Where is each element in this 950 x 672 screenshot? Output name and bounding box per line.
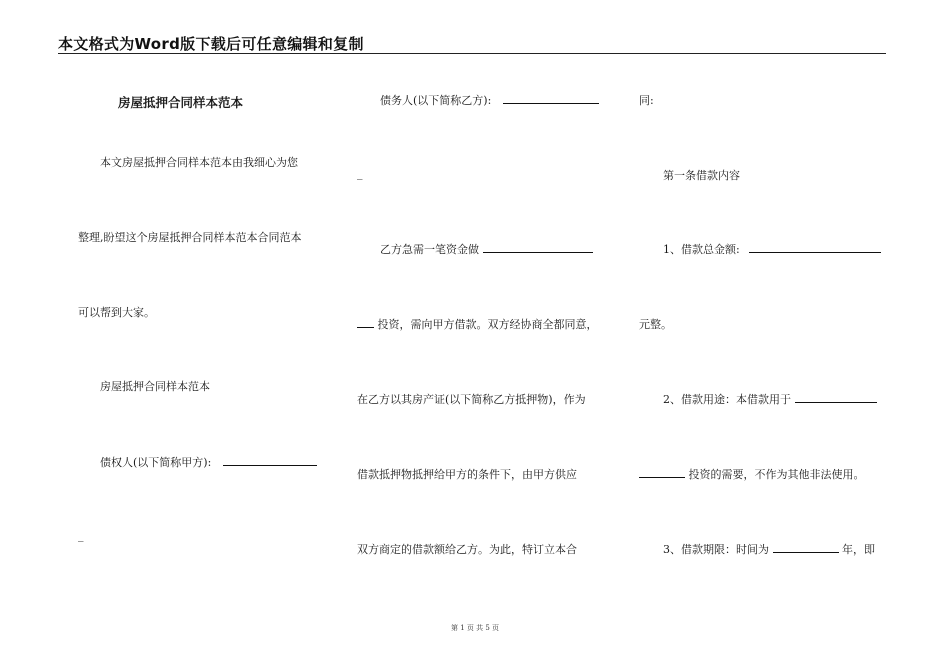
loan-amount-label: 1、借款总金额:	[663, 243, 740, 256]
purpose-blank	[639, 466, 685, 478]
loan-term-year: 年，即	[842, 543, 875, 556]
section-subtitle: 房屋抵押合同样本范本	[100, 380, 210, 393]
debtor-label: 债务人(以下简称乙方):	[380, 94, 492, 107]
intro-line-3: 可以帮到大家。	[78, 306, 155, 319]
stray-mark: _	[78, 529, 84, 542]
loan-purpose-blank	[795, 391, 877, 403]
loan-term-blank	[773, 541, 839, 553]
page-footer: 第 1 页 共 5 页	[450, 624, 500, 632]
loan-term-line	[663, 541, 875, 557]
body-line-c: 在乙方以其房产证(以下简称乙方抵押物)，作为	[357, 393, 586, 406]
body-text-a: 乙方急需一笔资金做	[380, 243, 479, 256]
loan-amount-line	[663, 241, 881, 257]
invest-blank	[357, 316, 374, 328]
creditor-line	[100, 454, 317, 470]
loan-amount-blank	[749, 241, 881, 253]
loan-purpose-text: 投资的需要，不作为其他非法使用。	[688, 468, 865, 481]
document-header: 本文格式为Word版下载后可任意编辑和复制	[58, 35, 364, 53]
body-line-b	[357, 316, 598, 332]
loan-term-label: 3、借款期限：时间为	[663, 543, 769, 556]
creditor-label: 债权人(以下简称甲方):	[100, 456, 212, 469]
creditor-blank	[223, 454, 317, 466]
intro-line-2: 整理,盼望这个房屋抵押合同样本范本合同范本	[78, 231, 302, 244]
yuan-line: 元整。	[639, 318, 672, 331]
document-title: 房屋抵押合同样本范本	[118, 95, 244, 110]
loan-purpose-cont	[639, 466, 865, 482]
stray-mark: _	[357, 167, 363, 180]
body-text-b: 投资，需向甲方借款。双方经协商全都同意，	[377, 318, 598, 331]
header-rule	[58, 53, 886, 54]
debtor-blank	[503, 92, 599, 104]
body-line-d: 借款抵押物抵押给甲方的条件下，由甲方供应	[357, 468, 577, 481]
loan-purpose-label: 2、借款用途：本借款用于	[663, 393, 791, 406]
continuation-tong: 同:	[639, 94, 654, 107]
body-line-a	[380, 241, 593, 257]
article-one-heading: 第一条借款内容	[663, 169, 740, 182]
intro-line-1: 本文房屋抵押合同样本范本由我细心为您	[100, 156, 298, 169]
amount-blank	[483, 241, 593, 253]
body-line-e: 双方商定的借款额给乙方。为此，特订立本合	[357, 543, 577, 556]
debtor-line	[380, 92, 599, 108]
loan-purpose-line	[663, 391, 877, 407]
